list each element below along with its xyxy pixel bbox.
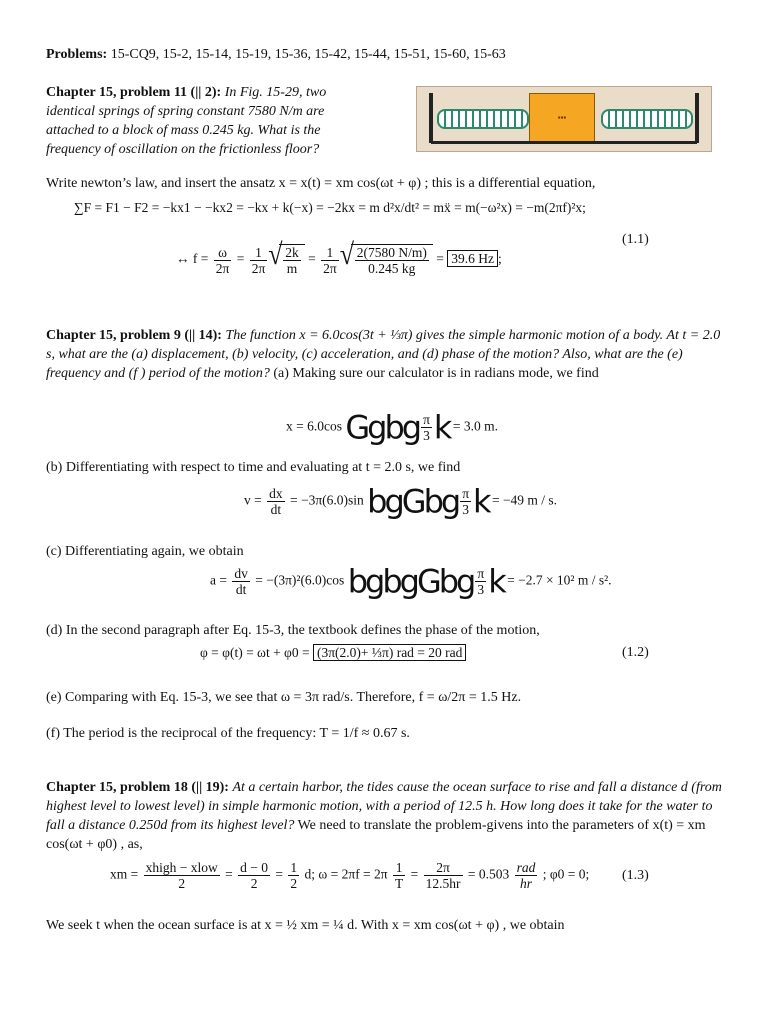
problem-11-intro: Write newton’s law, and insert the ansatz x = x(t) = xm cos(ωt + φ) ; this is a differential equation, [46,176,596,191]
equation-number-1-2: (1.2) [622,645,649,660]
sqrt-numerator: √ 2(7580 N/m) [356,245,427,260]
eq3-frac6-num: rad [516,860,536,875]
eq3-frac5-den: 12.5hr [425,876,461,891]
garbled-glyphs: k [433,408,450,447]
garbled-glyphs: bgbgGbg [347,562,474,601]
eq3-frac3-den: 2 [290,876,298,891]
problem-9-statement [46,326,722,383]
right-wall [695,93,699,143]
eq3-frac2-num: d − 0 [240,860,268,875]
problem-18-last-line: We seek t when the ocean surface is at x = ½ xm = ¼ d. With x = xm cos(ωt + φ) , we obtain [46,918,565,933]
equation-number-1-3: (1.3) [622,868,649,883]
problem-11-statement [46,83,366,159]
problem-9-part-f: (f) The period is the reciprocal of the frequency: T = 1/f ≈ 0.67 s. [46,726,410,741]
eq3-frac5-num: 2π [424,860,463,876]
eq-b-left: v = [244,492,262,508]
problem-18-statement [46,778,722,854]
eq3-value: = 0.503 [467,866,510,882]
eq3-frac3-num: 1 [290,860,298,875]
equation-acceleration: a = $\frac{dv}{dt}$ = −(3π)²(6.0)cos bgbgGbg $\frac{\pi}{3}$ k = −2.7 × 10² m / s². [210,562,612,601]
mass-block: ▪▪▪ [529,93,595,143]
problem-11-prompt: In Fig. 15-29, two identical springs of spring constant 7580 N/m are attached to a block of mass 0.245 kg. What is the frequency of oscillation on the frictionless floor? [46,85,327,157]
left-wall [429,93,433,143]
eq-c-left: a = [210,572,227,588]
eq3-end: ; φ0 = 0; [542,866,590,882]
eq-d-left: φ = φ(t) = ωt + φ0 = [200,645,310,660]
eq3-frac6-den: hr [520,876,533,891]
eq-b-right: = −49 m / s. [491,492,558,508]
eq3-mid: d; ω = 2πf = 2π [304,866,388,882]
answer-frequency: 39.6 Hz [447,250,498,267]
garbled-glyphs: Ggbg [345,408,420,447]
equation-frequency: ↔ f = $\frac{\omega}{2\pi}$ = $\frac{1}{2\pi}$ √ $\frac{2k}{m}$ = $\frac{1}{2\pi}$ √ $\frac{2(7580 N/m)}{0.245 kg}$ = 39.6 Hz ; [176,244,502,276]
eq3-xm: xm = [110,866,139,882]
problems-line [46,45,722,64]
problem-9-prompt: The function x = 6.0cos(3t + ⅓π) gives the simple harmonic motion of a body. At t = 2.0 s, what are the (a) displacement, (b) velocity, (c) acceleration, and (d) phase of the motion? Also, what are the (e) frequency and (f ) period of the motion? [46,328,721,381]
problem-9-part-b: (b) Differentiating with respect to time and evaluating at t = 2.0 s, we find [46,460,461,475]
right-spring [601,109,693,129]
eq3-frac2-den: 2 [250,876,258,891]
equation-tide-parameters: xm = $\frac{\text{xhigh − xlow}}{2}$ = $\frac{d - 0}{2}$ = $\frac{1}{2}$ d; ω = 2πf = 2π $\frac{1}{T}$ = $\frac{2\pi}{12.5hr}$ = 0.503 $\frac{\text{rad}}{hr}$ ; φ0 = 0; [110,860,590,891]
garbled-glyphs: k [473,482,489,521]
eq3-frac4-den: T [395,876,404,891]
eq-a-right: = 3.0 m. [452,418,498,434]
spring-block-figure [416,86,712,152]
eq-c-mid: = −(3π)²(6.0)cos [255,572,345,588]
problem-18-tail: We need to translate the problem-givens into the parameters of x(t) = xm cos(ωt + φ0) , as, [46,818,706,852]
problem-18-heading: Chapter 15, problem 18 (|| 19): [46,780,229,795]
eq-c-right: = −2.7 × 10² m / s². [507,572,612,588]
problem-9-part-a-intro: (a) Making sure our calculator is in radians mode, we find [273,366,599,381]
garbled-glyphs: k [488,562,504,601]
problem-9-part-d: (d) In the second paragraph after Eq. 15-3, the textbook defines the phase of the motion, [46,623,540,638]
eq3-frac1-den: 2 [178,876,186,891]
frequency-prefix: ↔ f = [176,251,209,267]
problems-label: Problems: [46,47,108,62]
problem-9-part-e: (e) Comparing with Eq. 15-3, we see that ω = 3π rad/s. Therefore, f = ω/2π = 1.5 Hz. [46,690,522,705]
left-spring [437,109,529,129]
answer-phase: (3π(2.0)+ ⅓π) rad = 20 rad [313,644,466,661]
problem-9-heading: Chapter 15, problem 9 (|| 14): [46,328,222,343]
equation-newton-law: ∑F = F1 − F2 = −kx1 − −kx2 = −kx + k(−x) = −2kx = m d²x/dt² = mẍ = m(−ω²x) = −m(2πf)²x; [74,200,586,215]
sqrt-denominator: 0.245 kg [368,261,416,276]
eq-a-left: x = 6.0cos [286,418,342,434]
equation-displacement: x = 6.0cos Ggbg $\frac{\pi}{3}$ k = 3.0 m. [286,408,498,447]
frictionless-floor [431,141,697,144]
problem-18-prompt: At a certain harbor, the tides cause the ocean surface to rise and fall a distance d (from highest level to lowest level) in simple harmonic motion, with a period of 12.5 h. How long does it take for the water to fall a distance 0.250d from its highest level? [46,780,722,833]
eq-b-mid: = −3π(6.0)sin [290,492,364,508]
equation-phase [200,645,466,661]
problems-list: 15-CQ9, 15-2, 15-14, 15-19, 15-36, 15-42, 15-44, 15-51, 15-60, 15-63 [107,47,506,62]
garbled-glyphs: bgGbg [367,482,459,521]
equation-number-1-1: (1.1) [622,232,649,247]
problem-9-part-c: (c) Differentiating again, we obtain [46,544,244,559]
eq3-frac4-num: 1 [393,860,405,876]
eq3-frac1-num: xhigh − xlow [145,860,218,875]
problem-11-heading: Chapter 15, problem 11 (|| 2): [46,85,222,100]
equation-velocity: v = $\frac{dx}{dt}$ = −3π(6.0)sin bgGbg $\frac{\pi}{3}$ k = −49 m / s. [244,482,558,521]
